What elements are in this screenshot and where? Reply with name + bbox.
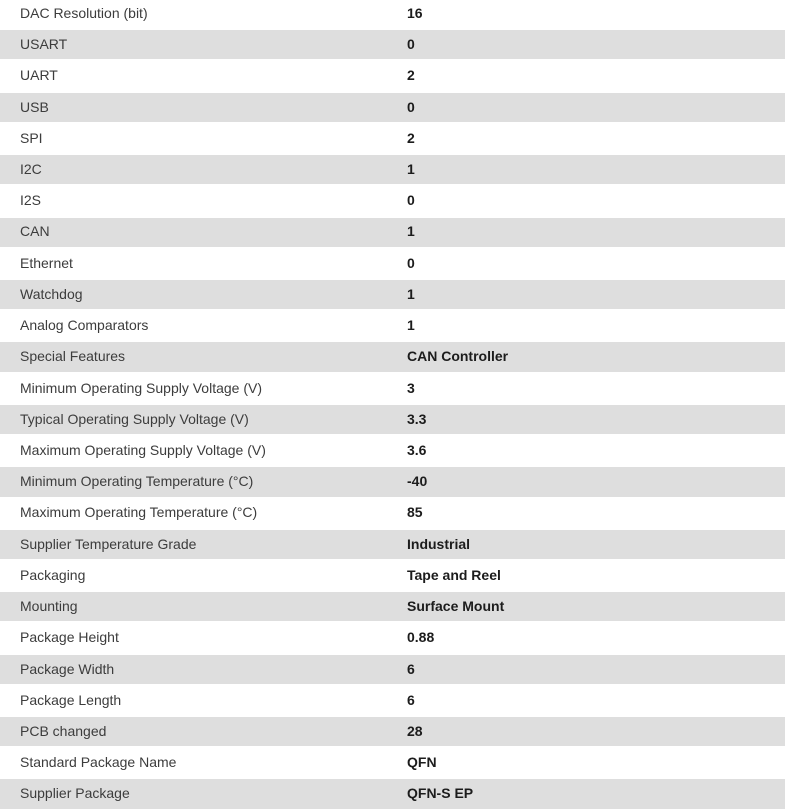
spec-value: 0 bbox=[407, 254, 415, 271]
table-row bbox=[0, 0, 785, 29]
table-row bbox=[0, 685, 785, 716]
spec-label: Minimum Operating Temperature (°C) bbox=[20, 473, 254, 490]
spec-value: 3 bbox=[407, 379, 415, 396]
spec-label: USART bbox=[20, 36, 68, 53]
spec-value: 6 bbox=[407, 691, 415, 708]
spec-label: Package Width bbox=[20, 660, 115, 677]
spec-value: Tape and Reel bbox=[407, 566, 501, 583]
spec-label: Package Length bbox=[20, 691, 122, 708]
table-row bbox=[0, 747, 785, 778]
spec-label: Packaging bbox=[20, 566, 86, 583]
spec-value: 2 bbox=[407, 129, 415, 146]
spec-label: Analog Comparators bbox=[20, 317, 149, 334]
spec-value: Surface Mount bbox=[407, 598, 505, 615]
spec-value: 0.88 bbox=[407, 629, 435, 646]
spec-value: 1 bbox=[407, 285, 415, 302]
spec-label: Package Height bbox=[20, 629, 119, 646]
spec-label: Watchdog bbox=[20, 285, 83, 302]
spec-label: UART bbox=[20, 67, 58, 84]
spec-value: 3.3 bbox=[407, 410, 427, 427]
spec-label: Maximum Operating Temperature (°C) bbox=[20, 504, 258, 521]
table-row bbox=[0, 560, 785, 591]
spec-value: Industrial bbox=[407, 535, 471, 552]
table-row bbox=[0, 279, 785, 310]
table-row bbox=[0, 60, 785, 91]
spec-value: 0 bbox=[407, 98, 415, 115]
spec-label: DAC Resolution (bit) bbox=[20, 4, 148, 21]
table-row bbox=[0, 622, 785, 653]
table-row bbox=[0, 529, 785, 560]
spec-value: 28 bbox=[407, 722, 423, 739]
table-row bbox=[0, 123, 785, 154]
spec-value: 3.6 bbox=[407, 441, 427, 458]
spec-label: Supplier Package bbox=[20, 785, 130, 802]
table-row bbox=[0, 466, 785, 497]
spec-value: 85 bbox=[407, 504, 423, 521]
spec-value: 2 bbox=[407, 67, 415, 84]
spec-label: Standard Package Name bbox=[20, 754, 177, 771]
spec-label: I2C bbox=[20, 161, 42, 177]
table-row bbox=[0, 778, 785, 809]
spec-label: CAN bbox=[20, 223, 50, 240]
spec-value: 0 bbox=[407, 192, 415, 209]
spec-label: Ethernet bbox=[20, 254, 73, 271]
spec-value: CAN Controller bbox=[407, 348, 509, 365]
spec-value: 16 bbox=[407, 4, 423, 21]
table-row bbox=[0, 373, 785, 404]
spec-label: SPI bbox=[20, 129, 43, 146]
spec-label: I2S bbox=[20, 192, 42, 209]
spec-label: Supplier Temperature Grade bbox=[20, 535, 197, 552]
spec-value: 1 bbox=[407, 223, 415, 240]
spec-value: 6 bbox=[407, 660, 415, 677]
table-row bbox=[0, 716, 785, 747]
spec-label: Maximum Operating Supply Voltage (V) bbox=[20, 441, 266, 458]
spec-label: PCB changed bbox=[20, 722, 107, 739]
table-row bbox=[0, 498, 785, 529]
spec-label: Special Features bbox=[20, 348, 126, 365]
table-row bbox=[0, 248, 785, 279]
spec-label: Mounting bbox=[20, 598, 78, 615]
spec-label: Minimum Operating Supply Voltage (V) bbox=[20, 379, 262, 396]
table-row bbox=[0, 435, 785, 466]
spec-value: 1 bbox=[407, 317, 415, 334]
spec-value: 1 bbox=[407, 161, 415, 177]
table-row bbox=[0, 341, 785, 372]
table-row bbox=[0, 404, 785, 435]
spec-value: QFN bbox=[407, 754, 437, 771]
table-row bbox=[0, 310, 785, 341]
table-row bbox=[0, 654, 785, 685]
table-row bbox=[0, 29, 785, 60]
spec-value: -40 bbox=[407, 473, 428, 490]
spec-value: QFN-S EP bbox=[407, 785, 474, 802]
table-row bbox=[0, 217, 785, 248]
spec-label: USB bbox=[20, 98, 49, 115]
spec-label: Typical Operating Supply Voltage (V) bbox=[20, 410, 249, 427]
table-row bbox=[0, 591, 785, 622]
spec-value: 0 bbox=[407, 36, 415, 53]
table-row bbox=[0, 185, 785, 216]
table-row bbox=[0, 92, 785, 123]
table-row bbox=[0, 154, 785, 185]
